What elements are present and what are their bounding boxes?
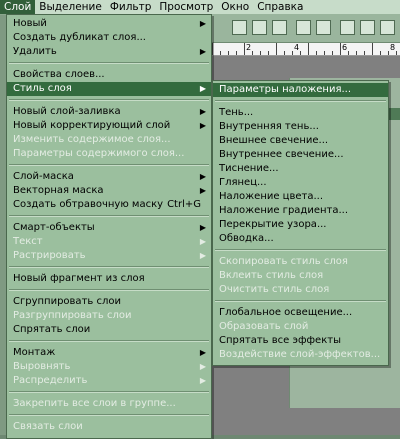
ruler-tick xyxy=(348,51,349,55)
menu-item-label: Стиль слоя xyxy=(13,83,72,94)
menu-item[interactable] xyxy=(7,119,211,133)
align-icon[interactable] xyxy=(232,20,247,35)
menu-separator xyxy=(9,414,209,416)
submenu-arrow-icon: ▶ xyxy=(199,237,206,246)
menu-item[interactable] xyxy=(7,17,211,31)
ruler-tick xyxy=(228,51,229,55)
menu-item xyxy=(213,269,388,283)
menu-item-label: Выровнять xyxy=(13,361,71,372)
distribute-icon[interactable] xyxy=(380,20,395,35)
align-icon[interactable] xyxy=(296,20,311,35)
menu-item-label: Глобальное освещение... xyxy=(219,307,353,318)
menu-item[interactable] xyxy=(7,272,211,286)
menu-separator xyxy=(9,266,209,268)
menu-item[interactable] xyxy=(213,148,388,162)
ruler-tick xyxy=(316,51,317,55)
menu-item-label: Свойства слоев... xyxy=(13,69,105,80)
ruler-label: 2 xyxy=(246,43,252,52)
menubar-item[interactable]: Фильтр xyxy=(109,1,152,13)
menu-item-label: Новый xyxy=(13,18,47,29)
menu-item[interactable] xyxy=(213,218,388,232)
menu-item-label: Удалить xyxy=(13,46,57,57)
menu-item xyxy=(7,309,211,323)
submenu-arrow-icon: ▶ xyxy=(199,348,206,357)
menu-separator xyxy=(215,249,386,251)
menu-item[interactable] xyxy=(213,190,388,204)
menu-item[interactable] xyxy=(7,170,211,184)
menu-item[interactable] xyxy=(213,134,388,148)
menubar-item[interactable]: Слой xyxy=(0,0,35,14)
menu-item[interactable] xyxy=(213,83,388,97)
menu-item[interactable] xyxy=(7,323,211,337)
ruler-tick xyxy=(260,51,261,55)
menu-item xyxy=(7,249,211,263)
menu-item xyxy=(7,397,211,411)
menubar-item[interactable]: Просмотр xyxy=(159,1,214,13)
menu-item[interactable] xyxy=(213,120,388,134)
menu-item xyxy=(213,348,388,362)
menu-item-label: Наложение градиента... xyxy=(219,205,349,216)
menu-item-label: Наложение цвета... xyxy=(219,191,324,202)
menu-item[interactable] xyxy=(7,346,211,360)
ruler-tick xyxy=(340,43,341,55)
ruler-tick xyxy=(308,43,309,55)
ruler-tick xyxy=(236,51,237,55)
menu-item[interactable] xyxy=(7,68,211,82)
submenu-arrow-icon: ▶ xyxy=(199,84,206,93)
menu-item[interactable] xyxy=(7,105,211,119)
menubar-item[interactable]: Окно xyxy=(221,1,250,13)
submenu-arrow-icon: ▶ xyxy=(199,376,206,385)
align-icon[interactable] xyxy=(272,20,287,35)
ruler-tick xyxy=(380,51,381,55)
menu-item-label: Внутреннее свечение... xyxy=(219,149,344,160)
menu-item-label: Распределить xyxy=(13,375,88,386)
menu-item xyxy=(7,420,211,434)
submenu-arrow-icon: ▶ xyxy=(199,172,206,181)
menu-item-label: Тень... xyxy=(219,107,254,118)
menu-item-label: Монтаж xyxy=(13,347,56,358)
ruler-tick xyxy=(212,43,213,55)
ruler-tick xyxy=(356,51,357,55)
menu-item-label: Новый слой-заливка xyxy=(13,106,121,117)
align-icon[interactable] xyxy=(316,20,331,35)
menu-item-label: Скопировать стиль слоя xyxy=(219,256,348,267)
submenu-arrow-icon: ▶ xyxy=(199,19,206,28)
menu-item-label: Новый корректирующий слой xyxy=(13,120,171,131)
ruler-tick xyxy=(292,51,293,55)
menu-item[interactable] xyxy=(7,198,211,212)
menu-item-label: Новый фрагмент из слоя xyxy=(13,273,145,284)
menu-separator xyxy=(9,215,209,217)
menubar-item[interactable]: Выделение xyxy=(39,1,102,13)
ruler-tick xyxy=(332,51,333,55)
menu-item[interactable] xyxy=(7,221,211,235)
menu-item-label: Тиснение... xyxy=(219,163,279,174)
ruler-tick xyxy=(388,51,389,55)
menu-item-label: Параметры содержимого слоя... xyxy=(13,148,185,159)
menu-item-label: Воздействие слой-эффектов... xyxy=(219,349,381,360)
menu-item-label: Очистить стиль слоя xyxy=(219,284,330,295)
distribute-icon[interactable] xyxy=(360,20,375,35)
menu-item-label: Создать обтравочную маску xyxy=(13,199,164,210)
menu-item[interactable] xyxy=(7,31,211,45)
menu-item[interactable] xyxy=(213,106,388,120)
submenu-arrow-icon: ▶ xyxy=(199,107,206,116)
ruler-label: 4 xyxy=(294,43,300,52)
menu-item[interactable] xyxy=(213,334,388,348)
submenu-arrow-icon: ▶ xyxy=(199,47,206,56)
menu-item-label: Вклеить стиль слоя xyxy=(219,270,324,281)
menu-separator xyxy=(215,100,386,102)
menu-item xyxy=(7,133,211,147)
ruler-label: 8 xyxy=(390,43,396,52)
menu-separator xyxy=(9,289,209,291)
menu-item-label: Создать дубликат слоя... xyxy=(13,32,146,43)
menu-item[interactable] xyxy=(7,82,211,96)
menu-item xyxy=(213,320,388,334)
menu-item xyxy=(213,283,388,297)
menu-item-label: Внешнее свечение... xyxy=(219,135,329,146)
menu-item-label: Перекрытие узора... xyxy=(219,219,327,230)
menu-item-label: Глянец... xyxy=(219,177,267,188)
menu-item[interactable] xyxy=(213,204,388,218)
menu-separator xyxy=(9,62,209,64)
menu-item-label: Слой-маска xyxy=(13,171,74,182)
menu-item xyxy=(7,235,211,249)
submenu-arrow-icon: ▶ xyxy=(199,362,206,371)
menu-item[interactable] xyxy=(7,295,211,309)
menu-item xyxy=(213,255,388,269)
menu-item[interactable] xyxy=(213,306,388,320)
menu-item-label: Спрятать слои xyxy=(13,324,91,335)
menu-item-label: Обводка... xyxy=(219,233,274,244)
submenu-arrow-icon: ▶ xyxy=(199,251,206,260)
menu-item[interactable] xyxy=(7,45,211,59)
layer-menu xyxy=(6,14,212,439)
menu-item xyxy=(7,360,211,374)
align-icon[interactable] xyxy=(252,20,267,35)
menu-item-label: Растрировать xyxy=(13,250,86,261)
menu-item-label: Параметры наложения... xyxy=(219,84,351,95)
submenu-arrow-icon: ▶ xyxy=(199,223,206,232)
menu-separator xyxy=(9,340,209,342)
menu-separator xyxy=(215,300,386,302)
ruler-tick xyxy=(284,51,285,55)
menu-item xyxy=(7,147,211,161)
menu-separator xyxy=(9,164,209,166)
menu-item[interactable] xyxy=(213,162,388,176)
menu-item-shortcut: Ctrl+G xyxy=(167,199,201,210)
ruler-tick xyxy=(268,51,269,55)
ruler-tick xyxy=(220,51,221,55)
ruler-tick xyxy=(276,43,277,55)
ruler-tick xyxy=(244,43,245,55)
menu-item[interactable] xyxy=(7,184,211,198)
ruler-tick xyxy=(372,43,373,55)
ruler-label: 6 xyxy=(342,43,348,52)
menu-item[interactable] xyxy=(213,232,388,246)
menu-item[interactable] xyxy=(213,176,388,190)
horizontal-ruler xyxy=(212,43,400,56)
menu-item-label: Образовать слой xyxy=(219,321,309,332)
layer-style-submenu xyxy=(212,80,389,366)
menu-item-label: Смарт-объекты xyxy=(13,222,95,233)
submenu-arrow-icon: ▶ xyxy=(199,186,206,195)
menu-item-label: Сгруппировать слои xyxy=(13,296,121,307)
menubar-item[interactable]: Справка xyxy=(257,1,304,13)
menu-bar xyxy=(0,0,400,15)
menu-separator xyxy=(9,391,209,393)
menu-separator xyxy=(9,99,209,101)
ruler-tick xyxy=(252,51,253,55)
ruler-tick xyxy=(396,51,397,55)
ruler-tick xyxy=(364,51,365,55)
menu-item-label: Векторная маска xyxy=(13,185,104,196)
menu-item-label: Закрепить все слои в группе... xyxy=(13,398,176,409)
menu-item-label: Спрятать все эффекты xyxy=(219,335,341,346)
ruler-tick xyxy=(300,51,301,55)
distribute-icon[interactable] xyxy=(340,20,355,35)
menu-item-label: Текст xyxy=(13,236,43,247)
ruler-tick xyxy=(324,51,325,55)
menu-item-label: Внутренняя тень... xyxy=(219,121,319,132)
options-toolbar xyxy=(212,14,400,43)
menu-item-label: Разгруппировать слои xyxy=(13,310,132,321)
menu-item-label: Связать слои xyxy=(13,421,83,432)
submenu-arrow-icon: ▶ xyxy=(199,121,206,130)
menu-item-label: Изменить содержимое слоя... xyxy=(13,134,171,145)
menu-item xyxy=(7,374,211,388)
